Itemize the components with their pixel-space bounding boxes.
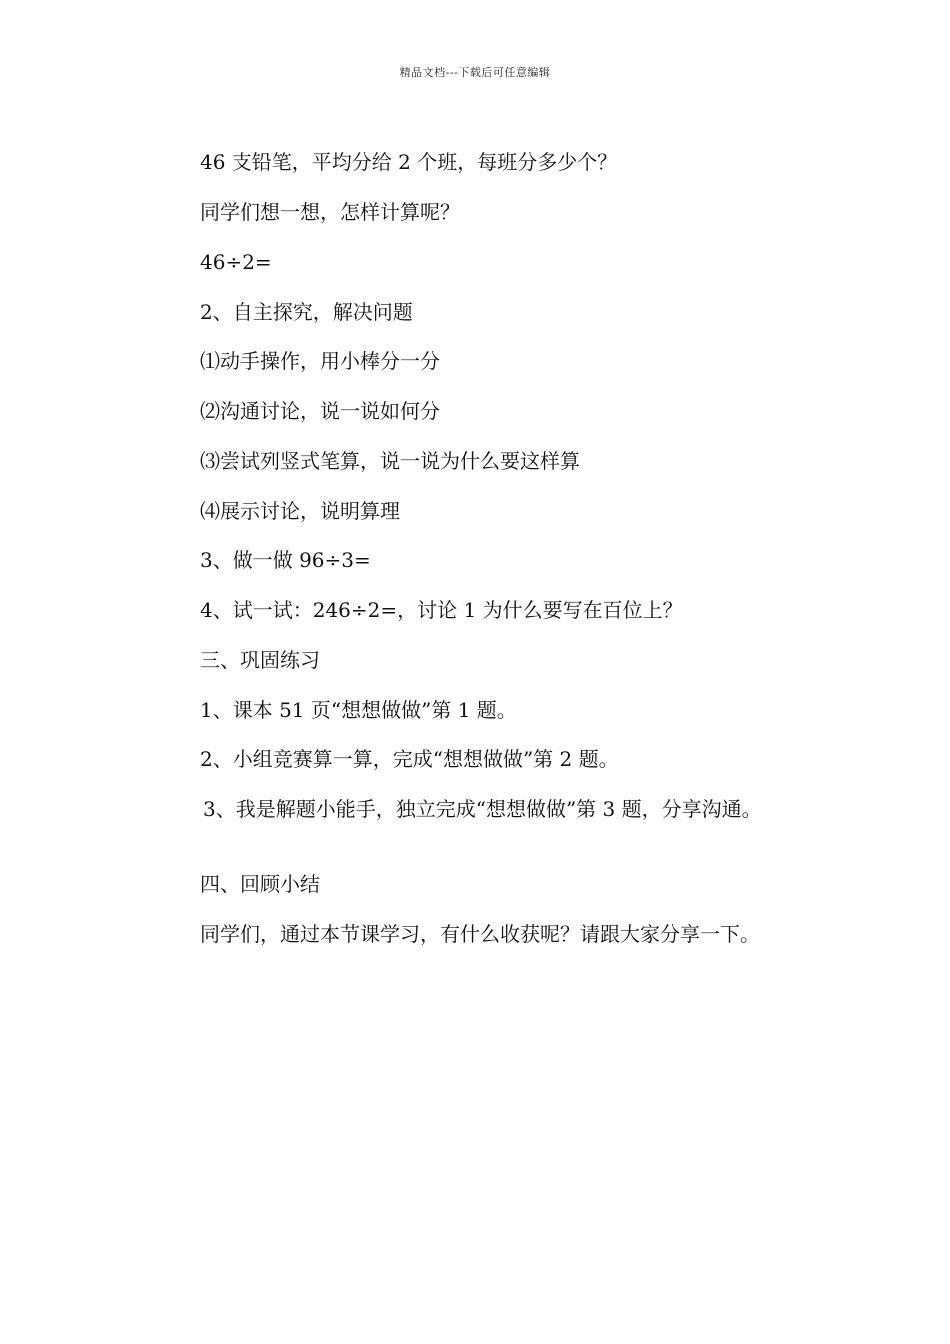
step-3: ⑶尝试列竖式笔算，说一说为什么要这样算 [200,449,580,473]
step-4: ⑷展示讨论，说明算理 [200,499,400,523]
practice-2: 2、小组竞赛算一算，完成“想想做做”第 2 题。 [200,747,619,771]
section-try-2: 4、试一试：246÷2=，讨论 1 为什么要写在百位上？ [200,598,683,622]
paragraph-prompt: 同学们想一想，怎样计算呢？ [200,200,460,224]
heading-summary: 四、回顾小结 [200,872,320,896]
section-try-1: 3、做一做 96÷3= [200,548,371,572]
step-1: ⑴动手操作，用小棒分一分 [200,349,440,373]
paragraph-equation: 46÷2= [200,250,272,274]
heading-practice: 三、巩固练习 [200,648,320,672]
section-explore: 2、自主探究，解决问题 [200,300,413,324]
practice-3: 3、我是解题小能手，独立完成“想想做做”第 3 题，分享沟通。 [203,797,762,821]
paragraph-summary: 同学们，通过本节课学习，有什么收获呢？请跟大家分享一下。 [200,922,760,946]
practice-1: 1、课本 51 页“想想做做”第 1 题。 [200,698,517,722]
page-header: 精品文档---下载后可任意编辑 [399,66,551,79]
paragraph-problem: 46 支铅笔，平均分给 2 个班，每班分多少个？ [200,150,618,174]
step-2: ⑵沟通讨论，说一说如何分 [200,399,440,423]
